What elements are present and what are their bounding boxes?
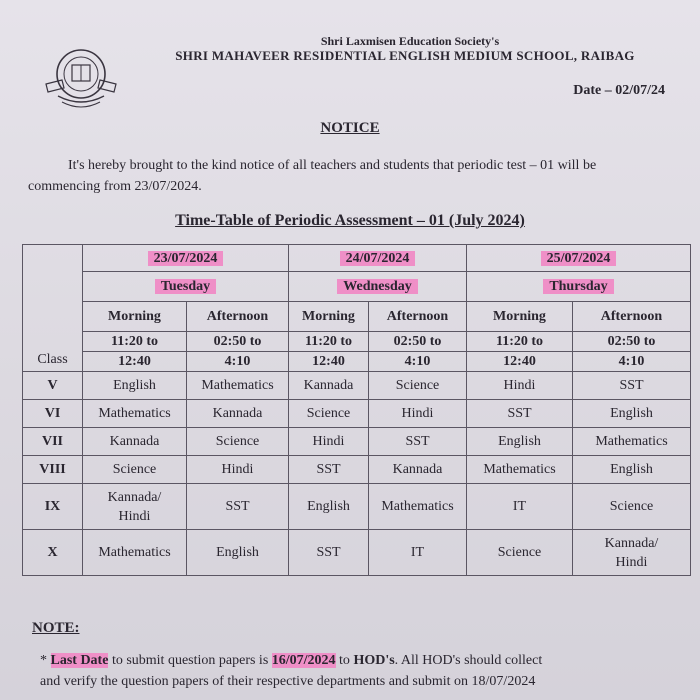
subject-cell: English [289,484,369,530]
time-range: 4:10 [573,352,691,372]
subject-cell: English [573,456,691,484]
subject-cell: English [187,530,289,576]
subject-cell: Hindi [187,456,289,484]
subject-cell: Science [467,530,573,576]
slot-header: Afternoon [573,302,691,332]
subject-cell: SST [573,372,691,400]
subject-cell: English [83,372,187,400]
last-date-label: Last Date [50,653,109,668]
subject-cell: Hindi [369,400,467,428]
table-row [23,400,691,428]
subject-cell: Kannada [369,456,467,484]
date-header: 24/07/2024 [289,245,467,272]
time-range: 11:20 to [467,332,573,352]
time-range: 11:20 to [289,332,369,352]
subject-cell: English [573,400,691,428]
table-row [23,530,691,576]
time-range: 4:10 [187,352,289,372]
date-header: 25/07/2024 [467,245,691,272]
class-cell: VI [23,400,83,428]
subject-cell: Kannada [83,428,187,456]
subject-cell: Hindi [467,372,573,400]
subject-cell: SST [289,530,369,576]
subject-cell: Mathematics [187,372,289,400]
subject-cell: Kannada/ Hindi [573,530,691,576]
subject-cell: Mathematics [83,400,187,428]
notice-paragraph: It's hereby brought to the kind notice of all teachers and students that periodic test – 01 will be commencing from 23/07/2024. [28,158,597,194]
notice-heading: NOTICE [320,120,380,136]
subject-cell: Science [573,484,691,530]
subject-cell: Science [369,372,467,400]
slot-header: Afternoon [369,302,467,332]
class-cell: V [23,372,83,400]
subject-cell: English [467,428,573,456]
subject-cell: Mathematics [467,456,573,484]
subject-cell: SST [289,456,369,484]
time-range: 4:10 [369,352,467,372]
time-range: 02:50 to [573,332,691,352]
subject-cell: SST [369,428,467,456]
subject-cell: Kannada [289,372,369,400]
subject-cell: Mathematics [83,530,187,576]
class-cell: IX [23,484,83,530]
table-row [23,428,691,456]
time-range: 12:40 [289,352,369,372]
subject-cell: Science [83,456,187,484]
subject-cell: Mathematics [369,484,467,530]
timetable [22,244,691,576]
time-range: 02:50 to [369,332,467,352]
class-cell: VII [23,428,83,456]
table-row [23,456,691,484]
society-name: Shri Laxmisen Education Society's [320,34,500,48]
subject-cell: SST [467,400,573,428]
slot-header: Afternoon [187,302,289,332]
table-row [23,372,691,400]
slot-header: Morning [467,302,573,332]
class-column-header: Class [23,245,83,372]
subject-cell: Science [187,428,289,456]
subject-cell: Mathematics [573,428,691,456]
slot-header: Morning [289,302,369,332]
note-text: * Last Date to submit question papers is 16/07/2024 to HOD's. All HOD's should collect and verify the question papers of their respective departments and submit on 18/07/2024 [40,653,543,689]
note-heading: NOTE: [32,620,80,636]
notice-date: Date – 02/07/24 [573,83,665,98]
subject-cell: IT [467,484,573,530]
class-cell: VIII [23,456,83,484]
time-range: 02:50 to [187,332,289,352]
timetable-title: Time-Table of Periodic Assessment – 01 (July 2024) [175,212,525,229]
day-header: Tuesday [83,272,289,302]
time-range: 12:40 [467,352,573,372]
date-header: 23/07/2024 [83,245,289,272]
subject-cell: Science [289,400,369,428]
subject-cell: IT [369,530,467,576]
class-cell: X [23,530,83,576]
subject-cell: SST [187,484,289,530]
table-row [23,484,691,530]
school-name: SHRI MAHAVEER RESIDENTIAL ENGLISH MEDIUM SCHOOL, RAIBAG [175,48,635,63]
deadline-date: 16/07/2024 [271,653,336,668]
subject-cell: Kannada/ Hindi [83,484,187,530]
time-range: 12:40 [83,352,187,372]
subject-cell: Hindi [289,428,369,456]
subject-cell: Kannada [187,400,289,428]
day-header: Wednesday [289,272,467,302]
day-header: Thursday [467,272,691,302]
slot-header: Morning [83,302,187,332]
time-range: 11:20 to [83,332,187,352]
